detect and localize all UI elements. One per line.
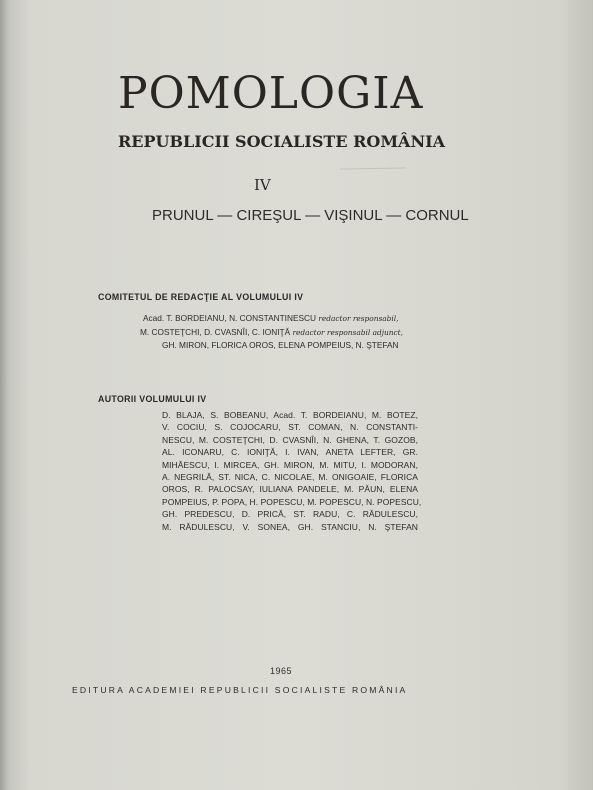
author-line: A. NEGRILĂ, ST. NICA, C. NICOLAE, M. ONIGOAIE, FLORICA — [162, 472, 418, 483]
author-line: AL. ICONARU, C. IONIŢĂ, I. IVAN, ANETA LEFTER, GR. — [162, 447, 418, 458]
committee-line: GH. MIRON, FLORICA OROS, ELENA POMPEIUS, N. ŞTEFAN — [162, 340, 399, 351]
author-line: M. RĂDULESCU, V. SONEA, GH. STANCIU, N. ŞTEFAN — [162, 521, 418, 532]
committee-names: Acad. T. BORDEIANU, N. CONSTANTINESCU — [143, 313, 317, 323]
author-line: MIHĂESCU, I. MIRCEA, GH. MIRON, M. MITU, I. MODORAN, — [162, 459, 418, 470]
volume-number: IV — [254, 176, 271, 194]
book-title: POMOLOGIA — [118, 68, 424, 119]
fruit-species-list: PRUNUL — CIREŞUL — VIŞINUL — CORNUL — [152, 207, 469, 224]
publication-year: 1965 — [270, 666, 293, 676]
book-subtitle: REPUBLICII SOCIALISTE ROMÂNIA — [118, 132, 445, 151]
author-line: POMPEIUS, P. POPA, H. POPESCU, M. POPESCU, N. POPESCU, — [162, 496, 422, 507]
author-line: D. BLAJA, S. BOBEANU, Acad. T. BORDEIANU, M. BOTEZ, — [162, 410, 418, 420]
author-line: GH. PREDESCU, D. PRICĂ, ST. RADU, C. RĂDULESCU, — [162, 509, 418, 520]
authors-list — [162, 409, 422, 533]
committee-names: M. COSTEŢCHI, D. CVASNÎI, C. IONIŢĂ — [140, 326, 291, 337]
editorial-committee-list — [140, 312, 455, 352]
committee-line — [143, 312, 455, 326]
editorial-committee-heading: COMITETUL DE REDACŢIE AL VOLUMULUI IV — [98, 292, 304, 302]
committee-role: redactor responsabil adjunct, — [292, 327, 403, 337]
committee-role: redactor responsabil, — [318, 314, 399, 323]
author-line: NESCU, M. COSTEŢCHI, D. CVASNÎI, N. GHENA, T. GOZOB, — [162, 434, 418, 445]
author-line: V. COCIU, S. COJOCARU, ST. COMAN, N. CONSTANTI- — [162, 422, 418, 433]
volume-authors-heading: AUTORII VOLUMULUI IV — [98, 394, 207, 404]
committee-line — [140, 326, 455, 340]
page-fold-shadow — [561, 0, 593, 790]
publisher-name: EDITURA ACADEMIEI REPUBLICII SOCIALISTE ROMÂNIA — [72, 685, 408, 695]
faint-page-mark — [340, 167, 406, 169]
author-line: OROS, R. PALOCSAY, IULIANA PANDELE, M. PĂUN, ELENA — [162, 484, 418, 495]
